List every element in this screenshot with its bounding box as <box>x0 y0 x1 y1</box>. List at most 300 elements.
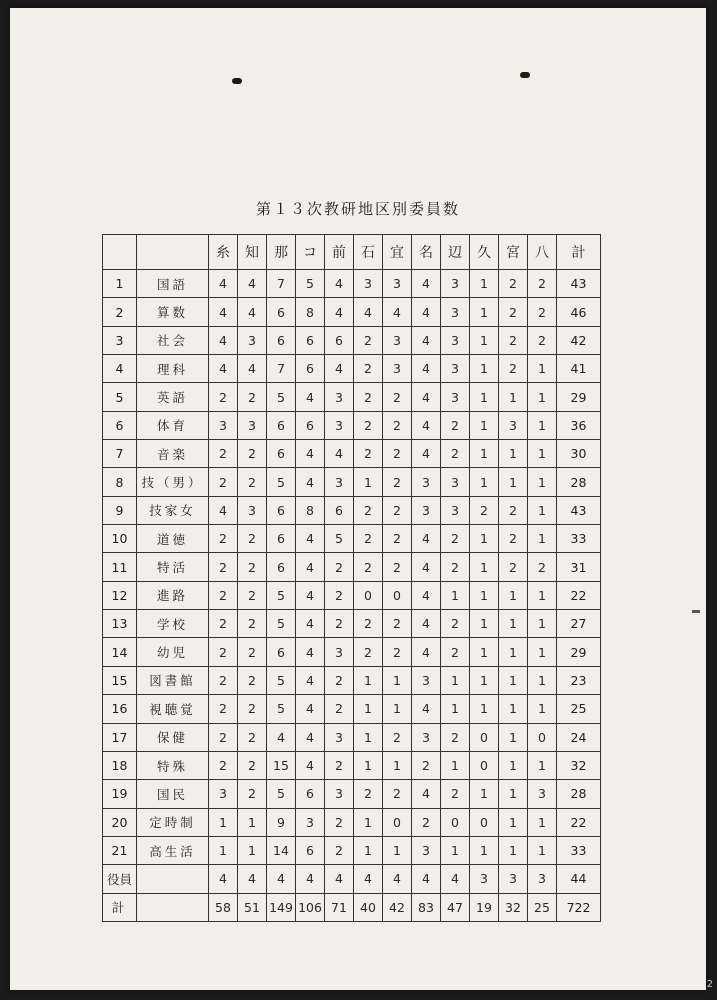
value-cell: 14 <box>267 836 296 864</box>
officers-label: 役員 <box>103 865 137 893</box>
value-cell: 2 <box>528 553 557 581</box>
value-cell: 3 <box>238 326 267 354</box>
value-cell: 2 <box>383 780 412 808</box>
value-cell: 2 <box>441 411 470 439</box>
value-cell: 2 <box>238 553 267 581</box>
row-number: 4 <box>103 355 137 383</box>
value-cell: 2 <box>238 780 267 808</box>
subject-cell: 理科 <box>137 355 209 383</box>
subject-cell: 道徳 <box>137 525 209 553</box>
value-cell: 2 <box>238 723 267 751</box>
value-cell: 2 <box>354 326 383 354</box>
value-cell: 0 <box>470 751 499 779</box>
value-cell: 4 <box>296 383 325 411</box>
value-cell: 2 <box>528 270 557 298</box>
value-cell: 0 <box>354 581 383 609</box>
value-cell: 4 <box>296 468 325 496</box>
value-cell: 2 <box>499 496 528 524</box>
value-cell: 2 <box>383 525 412 553</box>
value-cell: 3 <box>470 865 499 893</box>
totals-label: 計 <box>103 893 137 921</box>
value-cell: 1 <box>470 383 499 411</box>
row-total-cell: 22 <box>557 808 601 836</box>
value-cell: 2 <box>441 553 470 581</box>
header-district: 宜 <box>383 235 412 270</box>
value-cell: 5 <box>267 695 296 723</box>
value-cell: 3 <box>412 723 441 751</box>
value-cell: 2 <box>383 723 412 751</box>
value-cell: 1 <box>354 666 383 694</box>
value-cell: 2 <box>354 553 383 581</box>
punch-hole <box>232 78 242 84</box>
value-cell: 2 <box>209 525 238 553</box>
row-total-cell: 43 <box>557 496 601 524</box>
value-cell: 4 <box>354 865 383 893</box>
value-cell: 2 <box>209 581 238 609</box>
value-cell: 1 <box>383 836 412 864</box>
header-district: 那 <box>267 235 296 270</box>
value-cell: 3 <box>296 808 325 836</box>
row-total-cell: 43 <box>557 270 601 298</box>
value-cell: 7 <box>267 355 296 383</box>
value-cell: 6 <box>296 355 325 383</box>
value-cell: 4 <box>209 355 238 383</box>
subject-cell: 国民 <box>137 780 209 808</box>
row-total-cell: 27 <box>557 610 601 638</box>
subject-cell: 特活 <box>137 553 209 581</box>
subject-cell: 定時制 <box>137 808 209 836</box>
total-value-cell: 58 <box>209 893 238 921</box>
value-cell: 6 <box>267 411 296 439</box>
value-cell: 4 <box>209 865 238 893</box>
value-cell: 1 <box>528 638 557 666</box>
value-cell: 2 <box>325 553 354 581</box>
header-blank-cell <box>103 235 137 270</box>
value-cell: 1 <box>499 610 528 638</box>
value-cell: 1 <box>528 581 557 609</box>
value-cell: 3 <box>441 270 470 298</box>
subject-cell: 英語 <box>137 383 209 411</box>
value-cell: 2 <box>354 525 383 553</box>
value-cell: 2 <box>238 666 267 694</box>
value-cell: 4 <box>412 270 441 298</box>
value-cell: 9 <box>267 808 296 836</box>
value-cell: 1 <box>470 411 499 439</box>
value-cell: 3 <box>383 270 412 298</box>
totals-row <box>103 893 601 921</box>
subject-cell: 国語 <box>137 270 209 298</box>
value-cell: 1 <box>499 440 528 468</box>
value-cell: 5 <box>267 581 296 609</box>
value-cell: 2 <box>325 836 354 864</box>
value-cell: 4 <box>412 610 441 638</box>
value-cell: 4 <box>412 355 441 383</box>
value-cell: 2 <box>441 638 470 666</box>
value-cell: 1 <box>383 695 412 723</box>
total-value-cell: 106 <box>296 893 325 921</box>
value-cell: 1 <box>441 751 470 779</box>
committee-table <box>102 234 601 922</box>
row-total-cell: 28 <box>557 780 601 808</box>
value-cell: 1 <box>528 808 557 836</box>
table-row <box>103 298 601 326</box>
value-cell: 4 <box>267 723 296 751</box>
value-cell: 1 <box>528 610 557 638</box>
subject-cell: 保健 <box>137 723 209 751</box>
value-cell: 4 <box>412 581 441 609</box>
value-cell: 2 <box>354 638 383 666</box>
value-cell: 4 <box>383 865 412 893</box>
value-cell: 4 <box>354 298 383 326</box>
value-cell: 3 <box>528 780 557 808</box>
value-cell: 3 <box>441 326 470 354</box>
value-cell: 1 <box>470 638 499 666</box>
subject-cell: 高生活 <box>137 836 209 864</box>
value-cell: 2 <box>354 355 383 383</box>
table-row <box>103 383 601 411</box>
value-cell: 1 <box>470 468 499 496</box>
value-cell: 8 <box>296 496 325 524</box>
value-cell: 1 <box>470 326 499 354</box>
value-cell: 2 <box>383 638 412 666</box>
header-district: コ <box>296 235 325 270</box>
value-cell: 2 <box>528 326 557 354</box>
table-row <box>103 836 601 864</box>
value-cell: 3 <box>441 468 470 496</box>
value-cell: 1 <box>354 751 383 779</box>
value-cell: 4 <box>238 865 267 893</box>
header-total: 計 <box>557 235 601 270</box>
punch-hole <box>520 72 530 78</box>
value-cell: 4 <box>412 638 441 666</box>
value-cell: 4 <box>238 298 267 326</box>
value-cell: 2 <box>209 666 238 694</box>
value-cell: 4 <box>412 780 441 808</box>
value-cell: 7 <box>267 270 296 298</box>
row-number: 6 <box>103 411 137 439</box>
row-total-cell: 29 <box>557 383 601 411</box>
value-cell: 4 <box>412 865 441 893</box>
value-cell: 1 <box>528 355 557 383</box>
value-cell: 2 <box>441 610 470 638</box>
table-row <box>103 496 601 524</box>
value-cell: 2 <box>383 440 412 468</box>
value-cell: 3 <box>441 355 470 383</box>
value-cell: 6 <box>267 298 296 326</box>
value-cell: 4 <box>296 695 325 723</box>
value-cell: 4 <box>383 298 412 326</box>
value-cell: 2 <box>499 553 528 581</box>
row-total-cell: 25 <box>557 695 601 723</box>
header-district: 名 <box>412 235 441 270</box>
subject-cell: 進路 <box>137 581 209 609</box>
value-cell: 1 <box>499 638 528 666</box>
value-cell: 4 <box>325 270 354 298</box>
value-cell: 3 <box>412 496 441 524</box>
value-cell: 4 <box>296 553 325 581</box>
value-cell: 2 <box>209 440 238 468</box>
row-total-cell: 33 <box>557 525 601 553</box>
row-total-cell: 29 <box>557 638 601 666</box>
row-number: 18 <box>103 751 137 779</box>
value-cell: 1 <box>528 440 557 468</box>
value-cell: 1 <box>238 836 267 864</box>
value-cell: 2 <box>238 695 267 723</box>
value-cell: 6 <box>267 553 296 581</box>
header-district: 知 <box>238 235 267 270</box>
value-cell: 3 <box>528 865 557 893</box>
subject-cell: 社会 <box>137 326 209 354</box>
value-cell: 1 <box>528 525 557 553</box>
table-row <box>103 638 601 666</box>
blank-cell <box>137 865 209 893</box>
row-number: 7 <box>103 440 137 468</box>
value-cell: 2 <box>325 666 354 694</box>
value-cell: 2 <box>238 383 267 411</box>
value-cell: 1 <box>499 666 528 694</box>
total-value-cell: 25 <box>528 893 557 921</box>
value-cell: 0 <box>470 723 499 751</box>
value-cell: 2 <box>238 525 267 553</box>
subject-cell: 学校 <box>137 610 209 638</box>
row-total-cell: 32 <box>557 751 601 779</box>
value-cell: 6 <box>325 496 354 524</box>
value-cell: 4 <box>238 270 267 298</box>
value-cell: 4 <box>238 355 267 383</box>
value-cell: 1 <box>470 836 499 864</box>
subject-cell: 算数 <box>137 298 209 326</box>
value-cell: 2 <box>441 525 470 553</box>
value-cell: 3 <box>325 383 354 411</box>
row-number: 20 <box>103 808 137 836</box>
value-cell: 4 <box>209 270 238 298</box>
subject-cell: 技家女 <box>137 496 209 524</box>
value-cell: 4 <box>325 355 354 383</box>
total-value-cell: 83 <box>412 893 441 921</box>
value-cell: 1 <box>528 383 557 411</box>
value-cell: 5 <box>296 270 325 298</box>
value-cell: 5 <box>325 525 354 553</box>
table-row <box>103 326 601 354</box>
value-cell: 3 <box>325 780 354 808</box>
row-total-cell: 23 <box>557 666 601 694</box>
row-number: 17 <box>103 723 137 751</box>
value-cell: 2 <box>499 355 528 383</box>
value-cell: 4 <box>296 638 325 666</box>
value-cell: 6 <box>296 411 325 439</box>
value-cell: 4 <box>412 553 441 581</box>
value-cell: 1 <box>209 836 238 864</box>
row-total-cell: 41 <box>557 355 601 383</box>
header-district: 石 <box>354 235 383 270</box>
row-number: 19 <box>103 780 137 808</box>
value-cell: 1 <box>238 808 267 836</box>
row-number: 14 <box>103 638 137 666</box>
header-district: 久 <box>470 235 499 270</box>
value-cell: 1 <box>441 666 470 694</box>
value-cell: 4 <box>441 865 470 893</box>
grand-total-cell: 722 <box>557 893 601 921</box>
value-cell: 4 <box>267 865 296 893</box>
value-cell: 3 <box>238 496 267 524</box>
value-cell: 1 <box>499 695 528 723</box>
value-cell: 4 <box>412 298 441 326</box>
value-cell: 2 <box>209 751 238 779</box>
row-number: 9 <box>103 496 137 524</box>
value-cell: 4 <box>412 440 441 468</box>
row-number: 1 <box>103 270 137 298</box>
value-cell: 2 <box>238 638 267 666</box>
value-cell: 4 <box>296 666 325 694</box>
value-cell: 2 <box>325 808 354 836</box>
value-cell: 2 <box>354 610 383 638</box>
value-cell: 4 <box>296 723 325 751</box>
value-cell: 4 <box>296 581 325 609</box>
value-cell: 2 <box>354 780 383 808</box>
value-cell: 4 <box>412 411 441 439</box>
value-cell: 0 <box>470 808 499 836</box>
value-cell: 2 <box>354 411 383 439</box>
table-header-row <box>103 235 601 270</box>
value-cell: 4 <box>412 695 441 723</box>
value-cell: 1 <box>441 695 470 723</box>
value-cell: 2 <box>209 553 238 581</box>
table-row <box>103 468 601 496</box>
table-row <box>103 808 601 836</box>
value-cell: 2 <box>441 780 470 808</box>
table-row <box>103 270 601 298</box>
row-number: 2 <box>103 298 137 326</box>
value-cell: 2 <box>383 383 412 411</box>
value-cell: 1 <box>354 723 383 751</box>
value-cell: 1 <box>470 525 499 553</box>
value-cell: 3 <box>325 411 354 439</box>
row-total-cell: 31 <box>557 553 601 581</box>
value-cell: 2 <box>412 751 441 779</box>
value-cell: 2 <box>238 468 267 496</box>
value-cell: 2 <box>383 468 412 496</box>
value-cell: 0 <box>528 723 557 751</box>
row-total-cell: 46 <box>557 298 601 326</box>
table-row <box>103 780 601 808</box>
subject-cell: 図書館 <box>137 666 209 694</box>
value-cell: 1 <box>528 836 557 864</box>
total-value-cell: 71 <box>325 893 354 921</box>
value-cell: 5 <box>267 610 296 638</box>
value-cell: 1 <box>528 496 557 524</box>
value-cell: 1 <box>470 780 499 808</box>
value-cell: 2 <box>383 411 412 439</box>
value-cell: 3 <box>209 411 238 439</box>
value-cell: 6 <box>267 440 296 468</box>
value-cell: 3 <box>325 638 354 666</box>
value-cell: 5 <box>267 780 296 808</box>
row-total-cell: 42 <box>557 326 601 354</box>
value-cell: 1 <box>470 355 499 383</box>
subject-cell: 特殊 <box>137 751 209 779</box>
value-cell: 2 <box>238 610 267 638</box>
value-cell: 0 <box>383 808 412 836</box>
value-cell: 2 <box>209 468 238 496</box>
value-cell: 1 <box>528 468 557 496</box>
value-cell: 6 <box>267 496 296 524</box>
value-cell: 2 <box>238 751 267 779</box>
table-row <box>103 525 601 553</box>
value-cell: 1 <box>499 751 528 779</box>
value-cell: 1 <box>470 666 499 694</box>
value-cell: 1 <box>528 411 557 439</box>
value-cell: 1 <box>441 836 470 864</box>
header-district: 辺 <box>441 235 470 270</box>
value-cell: 3 <box>383 326 412 354</box>
value-cell: 2 <box>354 440 383 468</box>
row-number: 3 <box>103 326 137 354</box>
value-cell: 1 <box>499 780 528 808</box>
value-cell: 1 <box>470 553 499 581</box>
total-value-cell: 40 <box>354 893 383 921</box>
value-cell: 2 <box>383 610 412 638</box>
value-cell: 1 <box>383 666 412 694</box>
value-cell: 1 <box>383 751 412 779</box>
total-value-cell: 32 <box>499 893 528 921</box>
row-number: 15 <box>103 666 137 694</box>
value-cell: 2 <box>383 496 412 524</box>
table-row <box>103 751 601 779</box>
officers-row <box>103 865 601 893</box>
value-cell: 4 <box>296 525 325 553</box>
value-cell: 2 <box>354 383 383 411</box>
value-cell: 4 <box>325 440 354 468</box>
header-district: 前 <box>325 235 354 270</box>
value-cell: 5 <box>267 468 296 496</box>
value-cell: 1 <box>354 468 383 496</box>
value-cell: 1 <box>470 270 499 298</box>
value-cell: 3 <box>412 666 441 694</box>
row-number: 12 <box>103 581 137 609</box>
row-number: 8 <box>103 468 137 496</box>
table-row <box>103 695 601 723</box>
value-cell: 3 <box>209 780 238 808</box>
value-cell: 3 <box>441 383 470 411</box>
value-cell: 1 <box>441 581 470 609</box>
subject-cell: 体育 <box>137 411 209 439</box>
value-cell: 2 <box>325 581 354 609</box>
value-cell: 1 <box>470 440 499 468</box>
value-cell: 6 <box>325 326 354 354</box>
value-cell: 1 <box>470 610 499 638</box>
value-cell: 1 <box>209 808 238 836</box>
value-cell: 0 <box>383 581 412 609</box>
value-cell: 4 <box>209 496 238 524</box>
table-row <box>103 723 601 751</box>
value-cell: 2 <box>470 496 499 524</box>
subject-cell: 幼児 <box>137 638 209 666</box>
value-cell: 2 <box>528 298 557 326</box>
value-cell: 1 <box>528 695 557 723</box>
value-cell: 6 <box>296 836 325 864</box>
value-cell: 6 <box>267 326 296 354</box>
total-value-cell: 51 <box>238 893 267 921</box>
value-cell: 0 <box>441 808 470 836</box>
value-cell: 4 <box>209 326 238 354</box>
value-cell: 2 <box>209 638 238 666</box>
value-cell: 1 <box>499 723 528 751</box>
row-total-cell: 36 <box>557 411 601 439</box>
value-cell: 4 <box>296 751 325 779</box>
value-cell: 5 <box>267 383 296 411</box>
table-row <box>103 581 601 609</box>
value-cell: 1 <box>499 581 528 609</box>
